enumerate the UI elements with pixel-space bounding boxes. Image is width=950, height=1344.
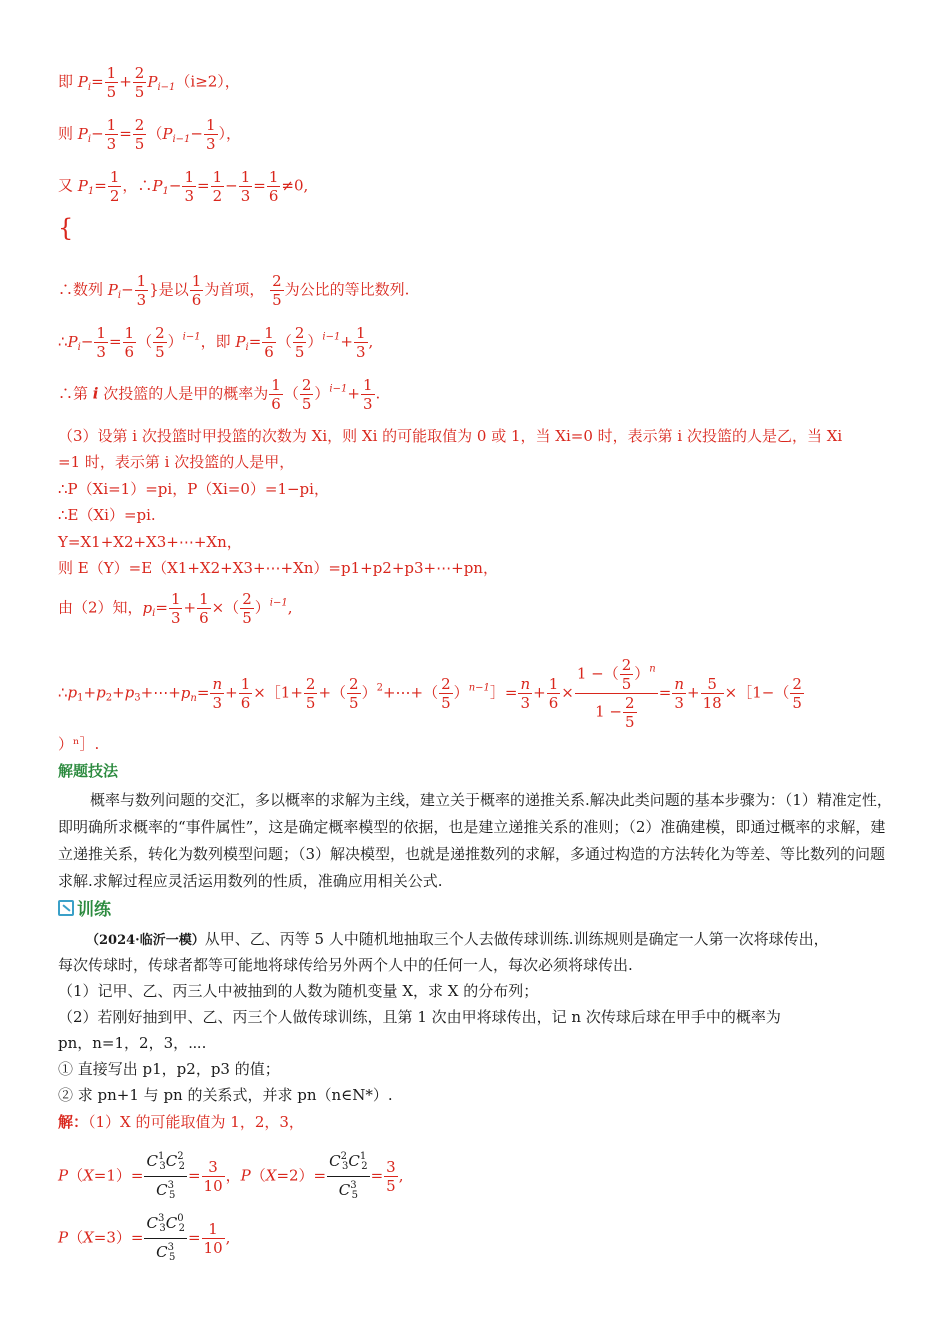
part3-sum-formula: $\therefore p_1+p_2+p_3+\cdots+p_n=$ $\frac{n}{3}$ + $\frac{1}{6}$ ×［1+ $\frac{2}{5}$ +（ $\frac{2}{5}$ ）$^2$+⋯+（ $\frac{2}{5}$ ）$^{n-1}$］= $\frac{n}{3}$ + $\frac{1}{6}$ × 1 −（ $\frac{2}{5}$ ）$^n$ 1 − $\frac{2}{5}$ = $\frac{n}{3}$ + $\frac{5}{18}$ ×［1−（ $\frac{2}{5}$ [58,656,802,731]
training-heading: 训练 [58,900,111,920]
eq-recurrence: 即 $P_i=$ $\frac{1}{5}$ + $\frac{2}{5}$ $P_{i-1}(i\ge 2)$， [58,64,240,101]
answer-label: 解： [58,1113,89,1131]
part3-line4: ∴E（Xi）=pi. [58,506,156,524]
part3-line5: Y=X1+X2+X3+⋯+Xn， [58,533,242,551]
eq-shifted: 则 $P_i-$ $\frac{1}{3}$ = $\frac{2}{5}$ （$P_{i-1}-$ $\frac{1}{3}$ ）， [58,116,242,153]
part3-line7: 由（2）知，$p_i=$ $\frac{1}{3}$ + $\frac{1}{6}$ ×（ $\frac{2}{5}$ ）$^{i-1}$, [58,590,293,627]
training-question-line1: （2024·临沂一模）从甲、乙、丙等 5 人中随机地抽取三个人去做传球训练.训练规则是确定一人第一次将球传出， [86,930,829,948]
eq-conclusion: ∴第 i 次投篮的人是甲的概率为 $\frac{1}{6}$ （ $\frac{2}{5}$ ）$^{i-1}$+ $\frac{1}{3}$ . [58,376,381,413]
training-question-line3: （1）记甲、乙、丙三人中被抽到的人数为随机变量 X，求 X 的分布列； [58,982,539,1000]
part3-line2: =1 时，表示第 i 次投篮的人是甲， [58,453,295,471]
technique-heading: 解题技法 [58,762,119,780]
eq-general-term: $\therefore P_i-$ $\frac{1}{3}$ = $\frac{1}{6}$ （ $\frac{2}{5}$ ）$^{i-1}$，即 $P_i=$ $\frac{1}{6}$ （ $\frac{2}{5}$ ）$^{i-1}$+ $\frac{1}{3}$ , [58,324,374,361]
training-question-line2: 每次传球时，传球者都等可能地将球传给另外两个人中的任何一人，每次必须将球传出. [58,956,633,974]
recurrence-condition: （i≥2）， [175,72,240,91]
eq-initial: 又 $P_1=$ $\frac{1}{2}$ ，$\therefore P_1-$ $\frac{1}{3}$ = $\frac{1}{2}$ − $\frac{1}{3}$ = $\frac{1}{6}$ ≠0, [58,168,309,205]
eq-geometric: ∴数列 $P_i-$ $\frac{1}{3}$ }是以 $\frac{1}{6}$ 为首项， $\frac{2}{5}$ 为公比的等比数列. [58,272,410,309]
training-icon [58,900,74,916]
part3-line3: ∴P（Xi=1）=pi，P（Xi=0）=1−pi， [58,480,329,498]
training-question-line5: pn，n=1，2，3，⋯. [58,1034,207,1052]
answer-prob-1-2: P（X=1）= $\frac{C^1_3C^2_2}{C^3_5}$ = $\frac{3}{10}$ ，P（X=2）= $\frac{C^2_3C^1_2}{C^3_5}$ = $\frac{3}{5}$ , [58,1148,404,1205]
training-question-line4: （2）若刚好抽到甲、乙、丙三个人做传球训练，且第 1 次由甲将球传出，记 n 次传球后球在甲手中的概率为 [58,1008,781,1026]
question-source: （2024·临沂一模） [86,933,205,948]
part3-sum-tail: ）ⁿ］. [58,735,100,753]
training-question-line7: ② 求 pn+1 与 pn 的关系式，并求 pn（n∈N*）. [58,1086,393,1104]
brace-symbol: { [58,214,74,242]
technique-paragraph: 概率与数列问题的交汇，多以概率的求解为主线，建立关于概率的递推关系.解决此类问题的基本步骤为：（1）精准定性，即明确所求概率的“事件属性”，这是确定概率模型的依据，也是建立递推关系的准则；（2）准确建模，即通过概率的求解，建立递推关系，转化为数列模型问题；（3）解决模型，也就是递推数列的求解，多通过构造的方法转化为等差、等比数列的问题求解.求解过程应灵活运用数列的性质，准确应用相关公式. [58,791,892,890]
training-question-line6: ① 直接写出 p1，p2，p3 的值； [58,1060,280,1078]
part3-line1: （3）设第 i 次投篮时甲投篮的次数为 Xi，则 Xi 的可能取值为 0 或 1，当 Xi=0 时，表示第 i 次投篮的人是乙，当 Xi [58,427,843,445]
answer-prob-3: P（X=3）= $\frac{C^3_3C^0_2}{C^3_5}$ = $\frac{1}{10}$ , [58,1210,230,1267]
answer-line1: 解：（1）X 的可能取值为 1，2，3， [58,1113,304,1131]
part3-line6: 则 E（Y）=E（X1+X2+X3+⋯+Xn）=p1+p2+p3+⋯+pn， [58,559,498,577]
